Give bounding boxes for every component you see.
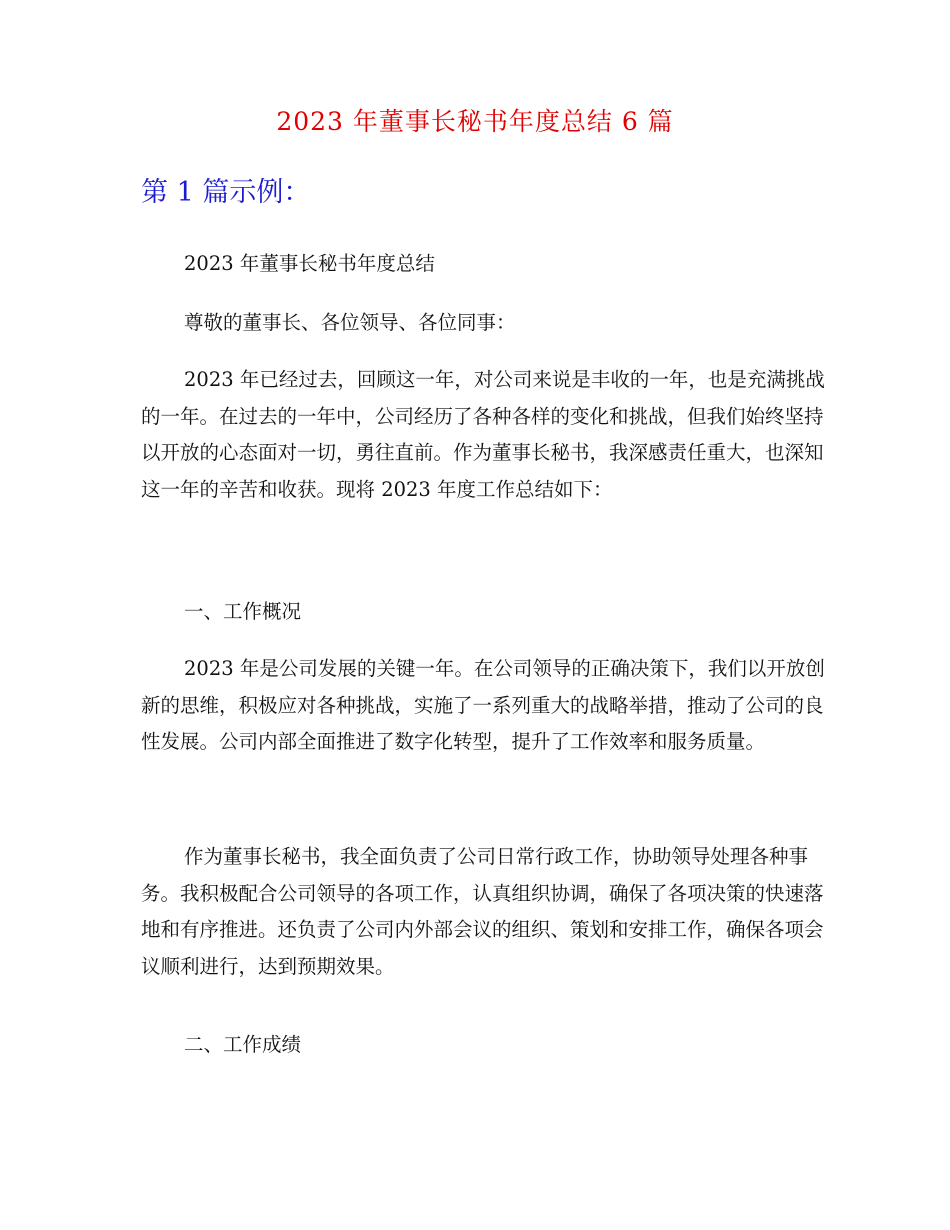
heading-work-results: 二、工作成绩 (184, 1033, 302, 1056)
paragraph-salutation: 尊敬的董事长、各位领导、各位同事： (184, 311, 516, 334)
paragraph-overview-1: 2023 年是公司发展的关键一年。在公司领导的正确决策下，我们以开放创新的思维，积极应对各种挑战，实施了一系列重大的战略举措，推动了公司的良性发展。公司内部全面推进了数字化转型，提升了工作效率和服务质量。 (141, 657, 825, 753)
document-title: 2023 年董事长秘书年度总结 6 篇 (276, 107, 674, 136)
paragraph-doc-subtitle: 2023 年董事长秘书年度总结 (184, 252, 435, 275)
section-heading: 第 1 篇示例： (141, 177, 311, 208)
paragraph-overview-2: 作为董事长秘书，我全面负责了公司日常行政工作，协助领导处理各种事务。我积极配合公司领导的各项工作，认真组织协调，确保了各项决策的快速落地和有序推进。还负责了公司内外部会议的组织、策划和安排工作，确保各项会议顺利进行，达到预期效果。 (141, 845, 824, 978)
heading-work-overview: 一、工作概况 (184, 600, 302, 623)
paragraph-intro: 2023 年已经过去，回顾这一年，对公司来说是丰收的一年，也是充满挑战的一年。在过去的一年中，公司经历了各种各样的变化和挑战，但我们始终坚持以开放的心态面对一切，勇往直前。作为董事长秘书，我深感责任重大，也深知这一年的辛苦和收获。现将 2023 年度工作总结如下： (141, 368, 825, 501)
